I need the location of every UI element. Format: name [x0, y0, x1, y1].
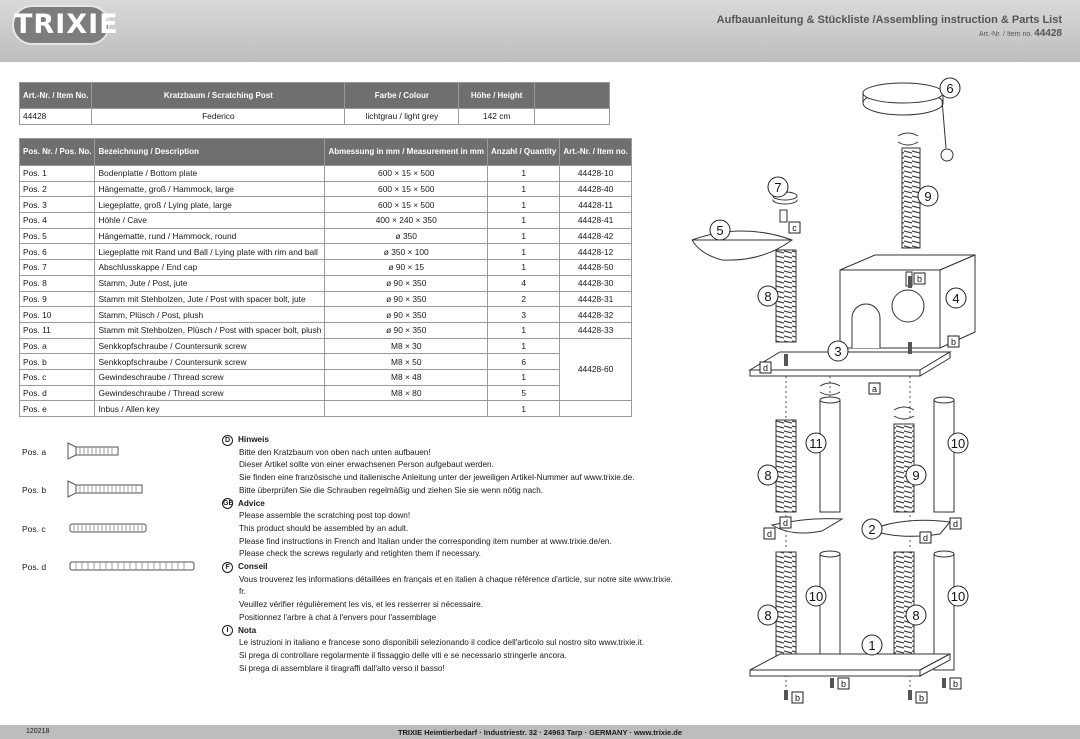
info-line: Le istruzioni in italiano e francese sono disponibili selezionando il codice dell'articolo sul nostro sito www.trixie.it. — [239, 638, 645, 648]
table-cell: 4 — [488, 275, 560, 291]
info-heading — [222, 498, 742, 511]
label-4 — [946, 288, 966, 308]
info-line: Vous trouverez les informations détaillées en français et en italien à chaque référence d'article, sur notre site www.trixie. — [239, 574, 673, 584]
table-cell: 600 × 15 × 500 — [325, 197, 488, 213]
screw-set-item-no: 44428-60 — [560, 338, 631, 401]
svg-text:10: 10 — [950, 589, 966, 604]
svg-text:b: b — [952, 679, 959, 689]
svg-text:10: 10 — [950, 436, 966, 451]
svg-text:11: 11 — [809, 436, 823, 451]
svg-text:5: 5 — [716, 223, 724, 238]
svg-text:4: 4 — [952, 291, 960, 306]
header-pos-no: Pos. Nr. / Pos. No. — [20, 139, 95, 166]
info-heading — [222, 434, 742, 447]
table-cell: Pos. 5 — [20, 228, 95, 244]
table-cell: 44428-12 — [560, 244, 631, 260]
info-block — [222, 434, 742, 498]
info-line: Bitte den Kratzbaum von oben nach unten aufbauen! — [239, 447, 431, 457]
info-line: Si prega di controllare regolarmente il fissaggio delle viti e se necessario stringerle ancora. — [239, 650, 567, 660]
table-row — [20, 166, 632, 182]
table-row — [20, 181, 632, 197]
screw-legend-b: Pos. b — [22, 485, 47, 495]
svg-text:b: b — [918, 693, 925, 703]
box-d-mid1 — [764, 528, 775, 539]
svg-text:c: c — [792, 223, 797, 233]
header-bar — [0, 0, 1080, 62]
header-scratching-post: Kratzbaum / Scratching Post — [92, 83, 345, 109]
table-cell: ø 90 × 350 — [325, 275, 488, 291]
info-line: Please assemble the scratching post top down! — [239, 511, 411, 521]
thread-screw-long-icon — [66, 557, 198, 575]
screw-legend-c: Pos. c — [22, 524, 46, 534]
svg-text:d: d — [766, 529, 773, 539]
label-10-low-right — [948, 586, 968, 606]
svg-text:b: b — [794, 693, 801, 703]
cell-height: 142 cm — [459, 109, 535, 125]
table-cell: Liegeplatte, groß / Lying plate, large — [95, 197, 325, 213]
table-cell: 6 — [488, 354, 560, 370]
trixie-logo: TRIXIE — [12, 5, 110, 45]
table-cell: Pos. 6 — [20, 244, 95, 260]
table-cell: 1 — [488, 166, 560, 182]
box-b-plate — [948, 336, 959, 347]
table-cell — [325, 401, 488, 417]
table-row — [20, 244, 632, 260]
table-cell: ø 90 × 15 — [325, 260, 488, 276]
header-colour: Farbe / Colour — [345, 83, 459, 109]
svg-text:10: 10 — [808, 589, 824, 604]
svg-text:9: 9 — [912, 468, 920, 483]
cell-item-no: 44428 — [20, 109, 92, 125]
info-line: Dieser Artikel sollte von einer erwachsenen Person aufgebaut werden. — [239, 460, 494, 470]
table-cell: 44428-33 — [560, 322, 631, 338]
table-row — [20, 385, 632, 401]
country-badge-icon: F — [222, 562, 233, 573]
lying-plate-large-shape — [750, 352, 950, 370]
header-measurement: Abmessung in mm / Measurement in mm — [325, 139, 488, 166]
footer-address: TRIXIE Heimtierbedarf · Industriestr. 32 · 24963 Tarp · GERMANY · www.trixie.de — [397, 728, 683, 737]
table-cell: 44428-50 — [560, 260, 631, 276]
header-description: Bezeichnung / Description — [95, 139, 325, 166]
info-line: Please find instructions in French and Italian under the corresponding item number at www.trixie.de/en. — [239, 536, 612, 546]
table-cell: 1 — [488, 369, 560, 385]
label-10-mid — [806, 586, 826, 606]
table-cell: ø 90 × 350 — [325, 291, 488, 307]
info-line: Positionnez l'arbre à chat à l'envers pour l'assemblage — [239, 612, 437, 622]
info-line: Veuillez vérifier régulièrement les vis, et les resserrer si nécessaire. — [239, 600, 483, 610]
table-cell: Pos. 1 — [20, 166, 95, 182]
table-cell: Pos. 3 — [20, 197, 95, 213]
label-8-low-right — [906, 605, 926, 625]
svg-text:6: 6 — [946, 81, 954, 96]
table-row — [20, 260, 632, 276]
post-8-middle-shape — [776, 420, 796, 512]
info-line: fr. — [239, 587, 246, 597]
table-cell: Stamm mit Stehbolzen, Jute / Post with spacer bolt, jute — [95, 291, 325, 307]
table-cell: Pos. d — [20, 385, 95, 401]
table-cell: 600 × 15 × 500 — [325, 181, 488, 197]
table-cell: M8 × 30 — [325, 338, 488, 354]
table-cell: ø 90 × 350 — [325, 307, 488, 323]
table-row — [20, 369, 632, 385]
table-cell: Hängematte, rund / Hammock, round — [95, 228, 325, 244]
table-row — [20, 197, 632, 213]
svg-text:2: 2 — [868, 522, 876, 537]
table-cell: 44428-11 — [560, 197, 631, 213]
countersunk-screw-short-icon — [66, 442, 126, 460]
document-title: Aufbauanleitung & Stückliste /Assembling instruction & Parts List — [716, 14, 1062, 26]
info-title: Nota — [238, 625, 257, 635]
label-10-right — [948, 433, 968, 453]
table-cell: Pos. 8 — [20, 275, 95, 291]
svg-text:8: 8 — [764, 468, 772, 483]
screw-legend-d: Pos. d — [22, 562, 47, 572]
info-title: Conseil — [238, 562, 268, 572]
svg-text:d: d — [762, 363, 769, 373]
table-cell: Höhle / Cave — [95, 213, 325, 229]
thread-screw-short-icon — [66, 519, 150, 537]
header-quantity: Anzahl / Quantity — [488, 139, 560, 166]
table-cell: ø 350 × 100 — [325, 244, 488, 260]
table-cell: 44428-31 — [560, 291, 631, 307]
table-cell: Stamm mit Stehbolzen, Plüsch / Post with spacer bolt, plush — [95, 322, 325, 338]
table-cell: 1 — [488, 322, 560, 338]
table-cell: 1 — [488, 228, 560, 244]
svg-text:7: 7 — [774, 180, 782, 195]
table-row — [20, 338, 632, 354]
info-heading — [222, 625, 742, 638]
header-part-item-no: Art.-Nr. / Item no. — [560, 139, 631, 166]
post-9-top-shape — [902, 148, 920, 248]
box-d-mid4 — [920, 532, 931, 543]
table-cell: 44428-42 — [560, 228, 631, 244]
info-line: Sie finden eine französische und italienische Anleitung unter der jeweiligen Artikel-Nummer auf www.trixie.de. — [239, 473, 635, 483]
header-empty — [534, 83, 609, 109]
table-cell: 600 × 15 × 500 — [325, 166, 488, 182]
table-row — [20, 291, 632, 307]
table-cell: 44428-40 — [560, 181, 631, 197]
table-row — [20, 307, 632, 323]
table-row — [20, 401, 632, 417]
table-cell: 1 — [488, 181, 560, 197]
table-cell: 3 — [488, 307, 560, 323]
info-heading — [222, 561, 742, 574]
box-d-mid2 — [780, 517, 791, 528]
box-d-mid3 — [950, 518, 961, 529]
table-cell: ø 90 × 350 — [325, 322, 488, 338]
country-badge-icon: I — [222, 625, 233, 636]
table-row — [20, 354, 632, 370]
article-number — [979, 28, 1062, 39]
svg-text:8: 8 — [764, 608, 772, 623]
table-cell: Pos. c — [20, 369, 95, 385]
table-cell: 1 — [488, 260, 560, 276]
svg-text:9: 9 — [924, 189, 932, 204]
box-b-bottom3 — [792, 692, 803, 703]
header-height: Höhe / Height — [459, 83, 535, 109]
info-block — [222, 498, 742, 562]
label-2 — [862, 519, 882, 539]
table-cell: Abschlusskappe / End cap — [95, 260, 325, 276]
table-cell: 1 — [488, 213, 560, 229]
bottom-plate-shape — [750, 654, 950, 670]
box-d-left — [760, 362, 771, 373]
label-9-top — [918, 186, 938, 206]
info-section — [222, 434, 742, 675]
table-cell: Inbus / Allen key — [95, 401, 325, 417]
country-badge-icon: GB — [223, 500, 234, 508]
table-cell: Pos. 2 — [20, 181, 95, 197]
table-cell: Senkkopfschraube / Countersunk screw — [95, 354, 325, 370]
svg-text:1: 1 — [868, 638, 876, 653]
table-cell: Pos. e — [20, 401, 95, 417]
info-line: Bitte überprüfen Sie die Schrauben regelmäßig und ziehen Sie sie wenn nötig nach. — [239, 485, 544, 495]
svg-text:d: d — [952, 519, 959, 529]
table-cell: 44428-30 — [560, 275, 631, 291]
label-8-low-left — [758, 605, 778, 625]
table-row — [20, 213, 632, 229]
table-cell: 1 — [488, 197, 560, 213]
svg-text:b: b — [950, 337, 957, 347]
table-cell: Pos. 11 — [20, 322, 95, 338]
table-cell: M8 × 48 — [325, 369, 488, 385]
info-title: Advice — [238, 498, 265, 508]
table-cell: Pos. 7 — [20, 260, 95, 276]
assembly-diagram — [680, 70, 980, 710]
cell-empty — [534, 109, 609, 125]
table-row — [20, 275, 632, 291]
label-11 — [806, 433, 826, 453]
table-row — [20, 228, 632, 244]
table-cell: Gewindeschraube / Thread screw — [95, 369, 325, 385]
label-8-top — [758, 286, 778, 306]
countersunk-screw-long-icon — [66, 480, 146, 498]
label-6 — [940, 78, 960, 98]
table-cell: 44428-32 — [560, 307, 631, 323]
box-b-bottom2 — [950, 678, 961, 689]
article-value: 44428 — [1034, 28, 1062, 39]
table-row — [20, 322, 632, 338]
table-cell: Pos. b — [20, 354, 95, 370]
label-8-mid — [758, 465, 778, 485]
table-cell: 44428-41 — [560, 213, 631, 229]
footer-code: 120218 — [26, 728, 50, 735]
svg-text:3: 3 — [834, 344, 842, 359]
screw-legend-a: Pos. a — [22, 447, 47, 457]
table-cell: M8 × 80 — [325, 385, 488, 401]
svg-text:a: a — [871, 384, 878, 394]
product-table — [19, 82, 610, 125]
table-cell: Stamm, Plüsch / Post, plush — [95, 307, 325, 323]
label-5 — [710, 220, 730, 240]
box-b-cave — [914, 273, 925, 284]
table-cell: 2 — [488, 291, 560, 307]
label-1 — [862, 635, 882, 655]
parts-body — [20, 166, 632, 417]
table-cell: Bodenplatte / Bottom plate — [95, 166, 325, 182]
post-10-lower-right-shape — [934, 554, 954, 670]
footer-bar — [0, 725, 1080, 739]
label-9-mid — [906, 465, 926, 485]
info-line: Please check the screws regularly and retighten them if necessary. — [239, 549, 481, 559]
info-title: Hinweis — [238, 435, 269, 444]
country-badge-icon: D — [222, 435, 233, 446]
table-cell: Pos. 9 — [20, 291, 95, 307]
box-c — [789, 222, 800, 233]
table-cell: Gewindeschraube / Thread screw — [95, 385, 325, 401]
post-10-right-shape — [934, 400, 954, 512]
svg-text:8: 8 — [912, 608, 920, 623]
header-item-no: Art.-Nr. / Item No. — [20, 83, 92, 109]
post-10-lower-shape — [820, 554, 840, 670]
table-cell: 1 — [488, 338, 560, 354]
svg-text:b: b — [840, 679, 847, 689]
table-cell: 5 — [488, 385, 560, 401]
parts-table — [19, 138, 632, 417]
article-label: Art.-Nr. / Item no. — [978, 31, 1033, 38]
product-row — [20, 109, 610, 125]
cell-colour: lichtgrau / light grey — [345, 109, 459, 125]
table-cell: Liegeplatte mit Rand und Ball / Lying plate with rim and ball — [95, 244, 325, 260]
table-cell-empty — [560, 401, 631, 417]
post-11-shape — [820, 400, 840, 512]
table-cell: Pos. 4 — [20, 213, 95, 229]
info-line: This product should be assembled by an adult. — [239, 523, 409, 533]
info-line: Si prega di assemblare il tiragraffi dall'alto verso il basso! — [239, 663, 445, 673]
table-cell: 400 × 240 × 350 — [325, 213, 488, 229]
table-cell: ø 350 — [325, 228, 488, 244]
label-7 — [768, 177, 788, 197]
label-3 — [828, 341, 848, 361]
table-cell: Pos. 10 — [20, 307, 95, 323]
table-cell: 1 — [488, 401, 560, 417]
box-b-bottom1 — [838, 678, 849, 689]
post-8-lower-left-shape — [776, 552, 796, 670]
svg-text:b: b — [916, 274, 923, 284]
info-block — [222, 625, 742, 676]
table-cell: Pos. a — [20, 338, 95, 354]
info-block — [222, 561, 742, 625]
table-cell: 1 — [488, 244, 560, 260]
table-cell: 44428-10 — [560, 166, 631, 182]
post-8-upper-shape — [776, 250, 796, 342]
table-cell: Hängematte, groß / Hammock, large — [95, 181, 325, 197]
table-cell: M8 × 50 — [325, 354, 488, 370]
box-b-bottom4 — [916, 692, 927, 703]
cell-name: Federico — [92, 109, 345, 125]
svg-text:d: d — [922, 533, 929, 543]
table-cell: Stamm, Jute / Post, jute — [95, 275, 325, 291]
svg-text:d: d — [782, 518, 789, 528]
table-cell: Senkkopfschraube / Countersunk screw — [95, 338, 325, 354]
svg-text:8: 8 — [764, 289, 772, 304]
box-a — [869, 383, 880, 394]
